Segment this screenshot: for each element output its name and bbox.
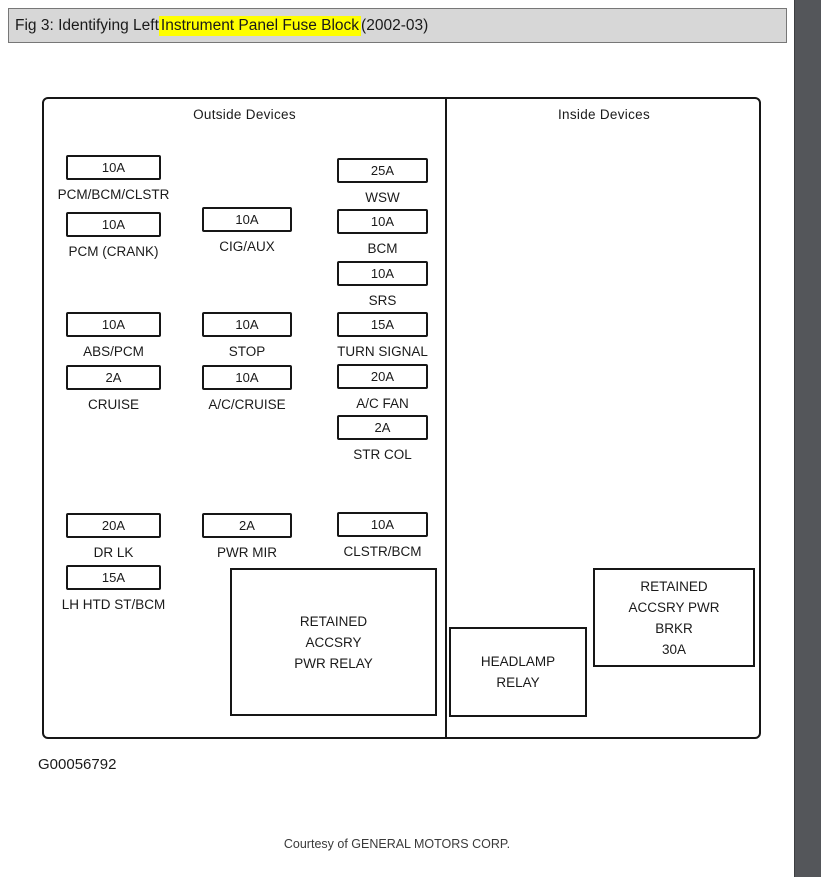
fuse-amp-box xyxy=(66,312,161,337)
fuse-label: BCM xyxy=(367,241,398,256)
fuse-amp: 2A xyxy=(105,370,122,385)
fuse-amp: 15A xyxy=(101,570,126,585)
relay-label-line: RELAY xyxy=(496,675,540,690)
retained-accsry-pwr-relay xyxy=(230,568,437,716)
fuse-cruise xyxy=(66,365,161,412)
fuse-pcm-bcm-clstr xyxy=(57,155,170,202)
relay-label-line: RETAINED xyxy=(640,578,708,594)
relay-label-line: ACCSRY PWR xyxy=(628,599,720,615)
figure-title-bar xyxy=(8,8,787,43)
fuse-amp-box xyxy=(202,513,292,538)
fuse-amp-box xyxy=(66,513,161,538)
fuse-pwr-mir xyxy=(202,513,292,560)
fuse-label: CLSTR/BCM xyxy=(343,544,422,559)
fuse-wsw xyxy=(337,158,428,205)
fuse-dr-lk xyxy=(66,513,161,560)
fuse-label: A/C FAN xyxy=(356,396,409,411)
retained-accsry-pwr-brkr xyxy=(593,568,755,667)
headlamp-relay xyxy=(449,627,587,717)
fuse-amp: 20A xyxy=(370,369,395,384)
fuse-amp-box xyxy=(66,212,161,237)
figure-title-highlight: Instrument Panel Fuse Block xyxy=(160,16,360,34)
fuse-amp-box xyxy=(337,261,428,286)
fuse-label: CRUISE xyxy=(87,397,139,412)
fuse-amp-box xyxy=(66,565,161,590)
fuse-str-col xyxy=(337,415,428,462)
fuse-amp-box xyxy=(337,158,428,183)
fuse-amp: 10A xyxy=(101,160,126,175)
fuse-amp-box xyxy=(66,155,161,180)
figure-id: G00056792 xyxy=(38,756,117,773)
fuse-amp-box xyxy=(202,312,292,337)
relay-label-line: 30A xyxy=(661,641,687,657)
fuse-amp: 2A xyxy=(239,518,255,533)
fuse-turn-signal xyxy=(337,312,428,359)
fuse-label: LH HTD ST/BCM xyxy=(61,597,166,612)
fuse-amp: 10A xyxy=(370,266,395,281)
fuse-amp: 20A xyxy=(101,518,126,533)
fuse-amp: 10A xyxy=(235,212,259,227)
fuse-label: PWR MIR xyxy=(217,545,277,560)
fuse-amp-box xyxy=(202,365,292,390)
fuse-amp: 10A xyxy=(235,370,259,385)
fuse-label: SRS xyxy=(368,293,397,308)
fuse-label: STR COL xyxy=(353,447,412,462)
relay-label-line: BRKR xyxy=(655,620,693,636)
inside-devices-title: Inside Devices xyxy=(558,107,650,122)
fuse-pcm-crank xyxy=(66,212,161,259)
fuse-bcm xyxy=(337,209,428,256)
fuse-amp: 2A xyxy=(374,420,391,435)
fuse-amp-box xyxy=(202,207,292,232)
fuse-abs-pcm xyxy=(66,312,161,359)
fuse-amp-box xyxy=(337,312,428,337)
fuse-amp: 10A xyxy=(101,317,126,332)
fuse-label: STOP xyxy=(228,344,266,359)
relay-label-line: ACCSRY xyxy=(305,634,362,650)
fuse-amp: 25A xyxy=(370,163,395,178)
fuse-amp-box xyxy=(337,209,428,234)
fuse-label: PCM/BCM/CLSTR xyxy=(57,187,170,202)
figure-title-prefix: Fig 3: Identifying Left xyxy=(15,16,159,34)
outside-devices-title: Outside Devices xyxy=(193,107,296,122)
fuse-amp: 15A xyxy=(370,317,395,332)
fuse-stop xyxy=(202,312,292,359)
fuse-label: A/C/CRUISE xyxy=(208,397,286,412)
fuse-cig-aux xyxy=(202,207,292,254)
fuse-lh-htd-st-bcm xyxy=(61,565,166,612)
fuse-label: WSW xyxy=(365,190,400,205)
fuse-label: CIG/AUX xyxy=(219,239,275,254)
fuse-srs xyxy=(337,261,428,308)
fuse-label: PCM (CRANK) xyxy=(68,244,159,259)
relay-label-line: HEADLAMP xyxy=(480,654,556,669)
fuse-amp: 10A xyxy=(370,214,395,229)
fuse-amp-box xyxy=(337,415,428,440)
figure-title-suffix: (2002-03) xyxy=(361,16,429,34)
section-divider xyxy=(445,99,447,737)
relay-label-line: PWR RELAY xyxy=(294,655,373,671)
fuse-clstr-bcm xyxy=(337,512,428,559)
fuse-label: DR LK xyxy=(93,545,134,560)
courtesy-footer: Courtesy of GENERAL MOTORS CORP. xyxy=(283,837,511,851)
fuse-label: ABS/PCM xyxy=(83,344,144,359)
fuse-amp-box xyxy=(337,512,428,537)
fuse-ac-cruise xyxy=(202,365,292,412)
relay-label-line: RETAINED xyxy=(299,613,368,629)
fuse-amp: 10A xyxy=(370,517,395,532)
fuse-amp: 10A xyxy=(235,317,259,332)
fuse-amp: 10A xyxy=(101,217,126,232)
fuse-amp-box xyxy=(66,365,161,390)
fuse-label: TURN SIGNAL xyxy=(337,344,428,359)
fuse-amp-box xyxy=(337,364,428,389)
scrollbar[interactable] xyxy=(794,0,821,877)
fuse-ac-fan xyxy=(337,364,428,411)
